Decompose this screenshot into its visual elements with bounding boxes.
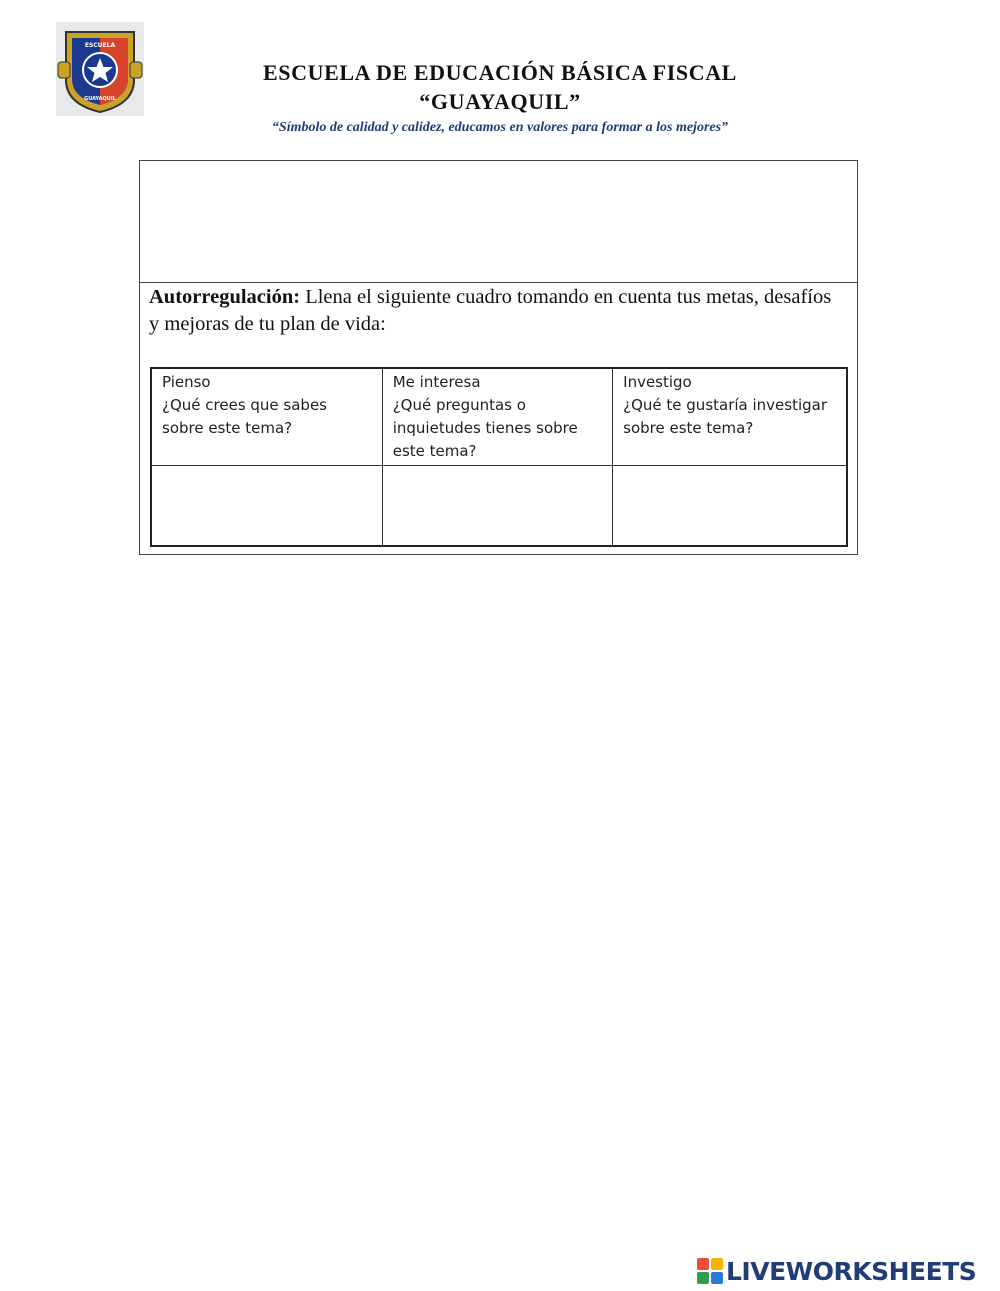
- column-question: ¿Qué crees que sabes sobre este tema?: [162, 396, 327, 437]
- column-title: Investigo: [623, 373, 692, 391]
- logo-text-bottom: GUAYAQUIL: [84, 96, 116, 102]
- liveworksheets-logo-icon: [697, 1258, 723, 1284]
- liveworksheets-watermark: [697, 1256, 976, 1286]
- column-header-investigo: [613, 368, 847, 466]
- instruction-label: Autorregulación:: [149, 286, 301, 308]
- instruction-paragraph: [149, 284, 839, 338]
- blank-section: [140, 161, 857, 283]
- activity-box: [139, 160, 858, 555]
- column-title: Pienso: [162, 373, 211, 391]
- answer-cell-pienso[interactable]: [151, 466, 382, 547]
- answer-cell-me-interesa[interactable]: [382, 466, 612, 547]
- instruction-text: Llena el siguiente cuadro tomando en cuenta tus metas, desafíos y mejoras de tu plan de vida:: [149, 286, 832, 335]
- school-motto: “Símbolo de calidad y calidez, educamos en valores para formar a los mejores”: [271, 120, 729, 135]
- logo-text-top: ESCUELA: [84, 42, 116, 49]
- answer-cell-investigo[interactable]: [613, 466, 847, 547]
- watermark-text: LIVEWORKSHEETS: [726, 1256, 977, 1286]
- column-question: ¿Qué te gustaría investigar sobre este tema?: [623, 396, 828, 437]
- kwl-table: [150, 367, 848, 547]
- column-header-pienso: [151, 368, 382, 466]
- column-header-me-interesa: [382, 368, 612, 466]
- school-name-line1: ESCUELA DE EDUCACIÓN BÁSICA FISCAL: [263, 60, 737, 85]
- school-name-line2: “GUAYAQUIL”: [419, 89, 581, 114]
- column-question: ¿Qué preguntas o inquietudes tienes sobre este tema?: [392, 396, 578, 460]
- column-title: Me interesa: [392, 373, 481, 391]
- table-answer-row: [151, 466, 847, 547]
- table-header-row: [151, 368, 847, 466]
